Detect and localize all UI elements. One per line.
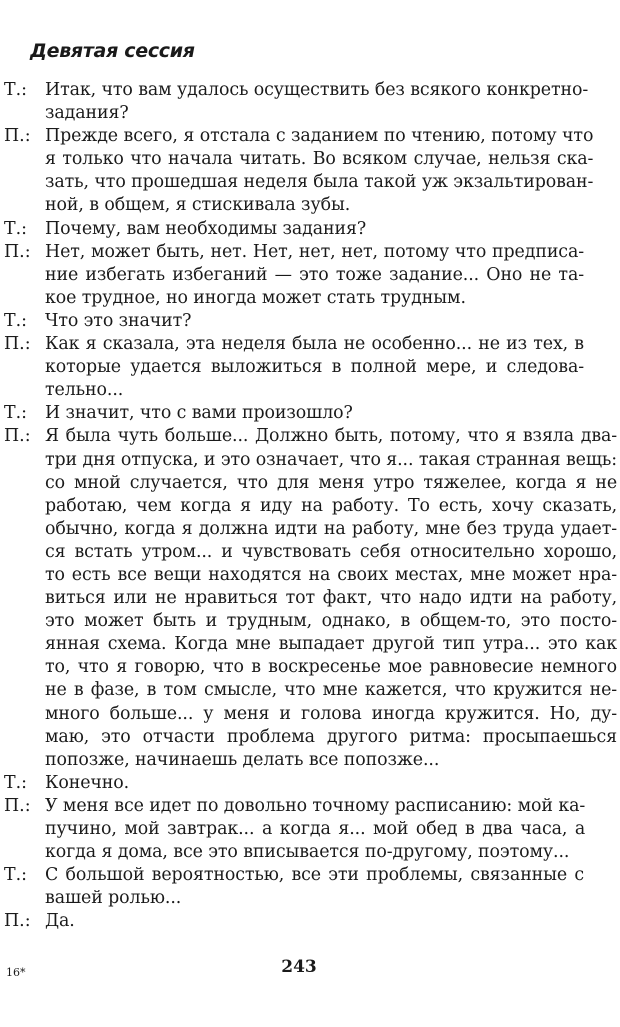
speaker-label: П.: xyxy=(4,795,31,816)
text-line: не в фазе, в том смысле, что мне кажется, что кружится не- xyxy=(45,680,618,701)
dialogue-turn xyxy=(4,218,584,241)
text-line: Нет, может быть, нет. Нет, нет, нет, потому что предписа- xyxy=(45,241,584,262)
text-line: работаю, чем когда я иду на работу. То есть, хочу сказать, xyxy=(45,495,618,516)
text-line: Итак, что вам удалось осуществить без всякого конкретно- xyxy=(45,80,589,100)
text-line: много больше... у меня и голова иногда кружится. Но, ду- xyxy=(45,703,618,724)
text-line: то есть все вещи находятся на своих местах, мне может нра- xyxy=(45,564,618,585)
speaker-label: П.: xyxy=(4,911,31,932)
speaker-label: Т.: xyxy=(4,218,27,239)
text-line: это может быть и трудным, однако, в общем-то, это посто- xyxy=(45,611,618,632)
text-line: пучино, мой завтрак... а когда я... мой обед в два часа, а xyxy=(45,819,586,839)
speech-text xyxy=(45,772,584,795)
text-line: обычно, когда я должна идти на работу, мне без труда удает- xyxy=(45,518,618,539)
speech-text xyxy=(45,425,617,771)
dialogue-turn xyxy=(4,402,584,425)
speech-text xyxy=(45,910,584,933)
dialogue-turn xyxy=(4,425,618,771)
text-line: то, что я говорю, что в воскресенье мое равновесие немного xyxy=(45,657,618,678)
dialogue-turn xyxy=(4,864,584,910)
speaker-label: П.: xyxy=(4,334,31,355)
text-line: И значит, что с вами произошло? xyxy=(45,403,353,424)
text-line: вашей ролью... xyxy=(45,888,182,909)
text-line: Что это значит? xyxy=(45,310,192,331)
text-line: я только что начала читать. Во всяком случае, нельзя ска- xyxy=(45,149,594,170)
speech-text xyxy=(45,795,585,864)
text-line: Как я сказала, эта неделя была не особенно... не из тех, в xyxy=(45,334,584,355)
text-line: ся встать утром... и чувствовать себя относительно хорошо, xyxy=(45,541,618,562)
text-line: Да. xyxy=(45,911,75,932)
text-line: ной, в общем, я стискивала зубы. xyxy=(45,195,351,216)
speaker-label: Т.: xyxy=(4,772,27,793)
text-line: У меня все идет по довольно точному расписанию: мой ка- xyxy=(45,795,586,816)
text-line: попозже, начинаешь делать все попозже... xyxy=(45,749,440,770)
speech-text xyxy=(45,333,584,402)
text-line: Прежде всего, я отстала с заданием по чтению, потому что xyxy=(45,126,594,147)
text-line: маю, это отчасти проблема другого ритма: просыпаешься xyxy=(45,726,618,747)
text-line: виться или не нравиться тот факт, что надо идти на работу, xyxy=(45,588,618,609)
speech-text xyxy=(45,310,584,333)
text-line: Конечно. xyxy=(45,772,130,793)
text-line: когда я дома, все это вписывается по-другому, поэтому... xyxy=(45,842,570,863)
page-number: 243 xyxy=(281,957,317,977)
text-line: со мной случается, что для меня утро тяжелее, когда я не xyxy=(45,472,618,493)
text-line: задания? xyxy=(45,103,129,124)
text-line: Я была чуть больше... Должно быть, потому, что я взяла два- xyxy=(45,426,618,447)
text-line: кое трудное, но иногда может стать трудным. xyxy=(45,287,466,308)
dialogue-turn xyxy=(4,772,584,795)
text-line: три дня отпуска, и это означает, что я... такая странная вещь: xyxy=(45,449,618,470)
speaker-label: Т.: xyxy=(4,865,27,886)
dialogue-turn xyxy=(4,795,584,864)
text-line: зать, что прошедшая неделя была такой уж экзальтирован- xyxy=(45,172,594,193)
dialogue-turn xyxy=(4,310,584,333)
text-line: С большой вероятностью, все эти проблемы, связанные с xyxy=(45,865,584,886)
speaker-label: Т.: xyxy=(4,80,27,100)
dialogue-turn xyxy=(4,910,584,933)
speech-text xyxy=(45,79,588,125)
text-line: ние избегать избеганий — это тоже задание... Оно не та- xyxy=(45,264,584,285)
dialogue-turn xyxy=(4,333,584,402)
speaker-label: Т.: xyxy=(4,403,27,424)
text-line: Почему, вам необходимы задания? xyxy=(45,218,367,239)
section-title: Девятая сессия xyxy=(30,40,195,62)
speaker-label: П.: xyxy=(4,241,31,262)
dialogue-turn xyxy=(4,125,594,217)
speaker-label: П.: xyxy=(4,426,31,447)
speech-text xyxy=(45,402,584,425)
speaker-label: П.: xyxy=(4,126,31,147)
speech-text xyxy=(45,864,584,910)
speaker-label: Т.: xyxy=(4,310,27,331)
text-line: тельно... xyxy=(45,380,124,401)
dialogue-turn xyxy=(4,79,589,125)
dialogue-transcript xyxy=(4,79,618,933)
speech-text xyxy=(45,218,584,241)
speech-text xyxy=(45,241,584,310)
dialogue-turn xyxy=(4,241,584,310)
text-line: которые удается выложиться в полной мере, и следова- xyxy=(45,357,584,378)
text-line: янная схема. Когда мне выпадает другой тип утра... это как xyxy=(45,634,618,655)
speech-text xyxy=(45,125,593,217)
printer-signature-mark: 16* xyxy=(6,966,26,979)
